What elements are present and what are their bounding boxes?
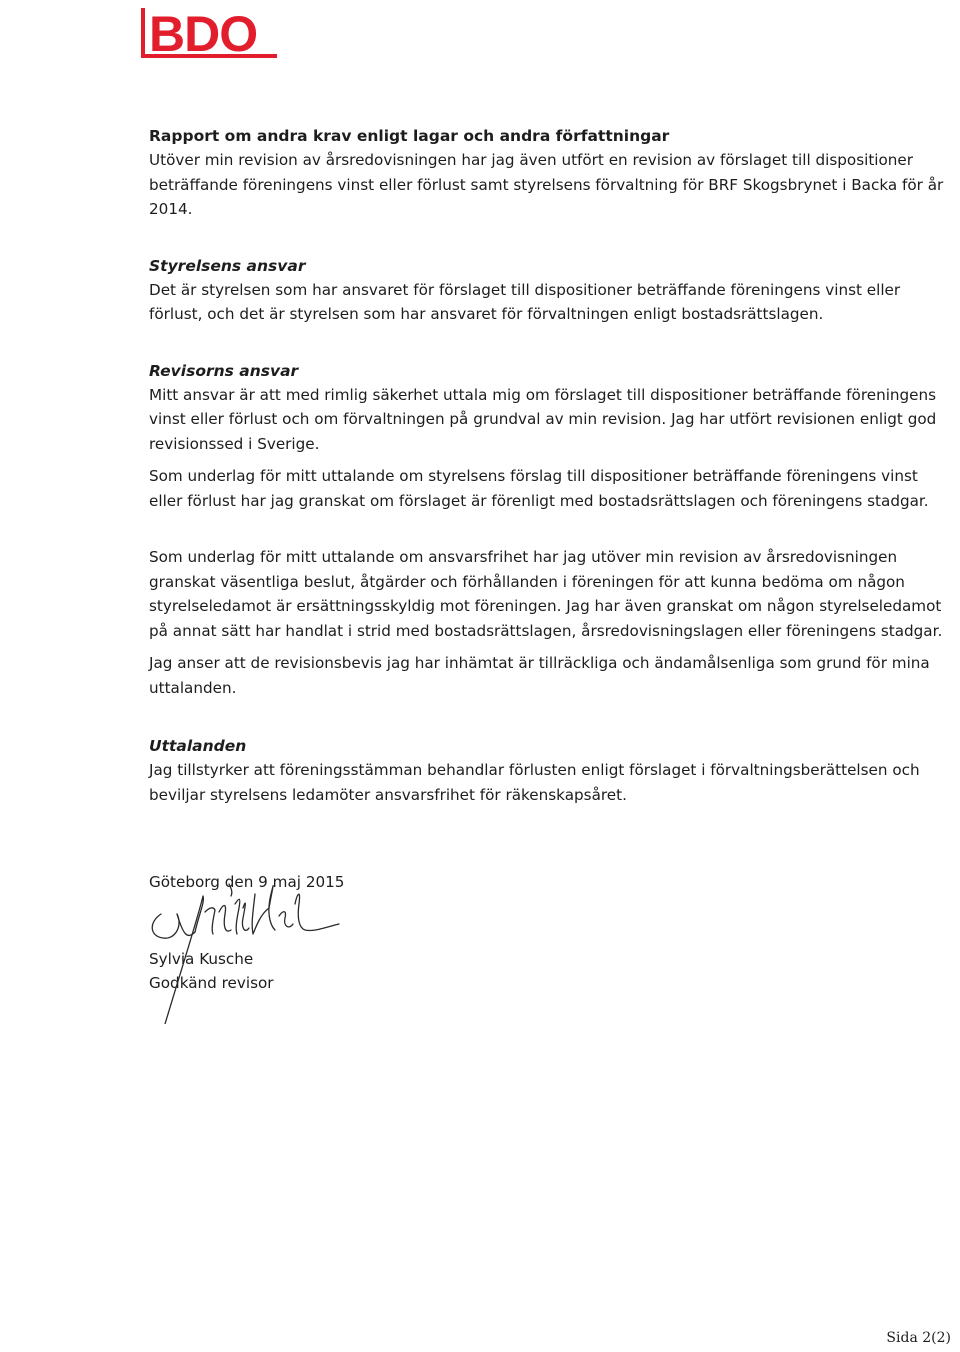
bdo-logo [141, 6, 281, 60]
revisorns-ansvar-paragraph-4: Jag anser att de revisionsbevis jag har inhämtat är tillräckliga och ändamålsenliga som grund för mina uttalanden. [149, 654, 930, 697]
signatory-name: Sylvia Kusche [149, 949, 254, 968]
logo-left-bar [141, 8, 145, 58]
place-date: Göteborg den 9 maj 2015 [149, 873, 345, 891]
revisorns-ansvar-paragraph-3: Som underlag för mitt uttalande om ansvarsfrihet har jag utöver min revision av årsredovisningen granskat väsentliga beslut, åtgärder och förhållanden i föreningen för att kunna bedöma om någon styrelseledamot är ersättningsskyldig mot föreningen. Jag har även granskat om någon styrelseledamot på annat sätt har handlat i strid med bostadsrättslagen, årsredovisningslagen eller föreningens stadgar. [149, 548, 943, 640]
revisorns-ansvar-paragraph-2: Som underlag för mitt uttalande om styrelsens förslag till dispositioner beträffande föreningens vinst eller förlust har jag granskat om förslaget är förenligt med bostadsrättslagen och föreningens stadgar. [149, 467, 929, 510]
uttalanden-paragraph: Jag tillstyrker att föreningsstämman behandlar förlusten enligt förslaget i förvaltningsberättelsen och beviljar styrelsens ledamöter ansvarsfrihet för räkenskapsåret. [149, 761, 920, 804]
styrelsens-ansvar-paragraph: Det är styrelsen som har ansvaret för förslaget till dispositioner beträffande föreningens vinst eller förlust, och det är styrelsen som har ansvaret för förvaltningen enligt bostadsrättslagen. [149, 280, 901, 323]
signatory-title: Godkänd revisor [149, 974, 274, 992]
signature-block [149, 870, 469, 996]
section-heading-revisorns-ansvar: Revisorns ansvar [149, 361, 299, 380]
revisorns-ansvar-paragraph-1: Mitt ansvar är att med rimlig säkerhet uttala mig om förslaget till dispositioner beträffande föreningens vinst eller förlust och om förvaltningen på grundval av min revision. Jag har utfört revisionen enligt god revisionssed i Sverige. [149, 385, 937, 453]
section-heading-uttalanden: Uttalanden [149, 737, 247, 755]
document-body [149, 124, 949, 807]
intro-paragraph: Utöver min revision av årsredovisningen har jag även utfört en revision av förslaget till dispositioner beträffande föreningens vinst eller förlust samt styrelsens förvaltning för BRF Skogsbrynet i Backa för år 2014. [149, 151, 944, 218]
section-heading-styrelsens-ansvar: Styrelsens ansvar [149, 256, 306, 275]
document-heading: Rapport om andra krav enligt lagar och andra författningar [149, 127, 670, 145]
logo-text: BDO [149, 6, 258, 60]
page-number: Sida 2(2) [886, 1330, 951, 1346]
